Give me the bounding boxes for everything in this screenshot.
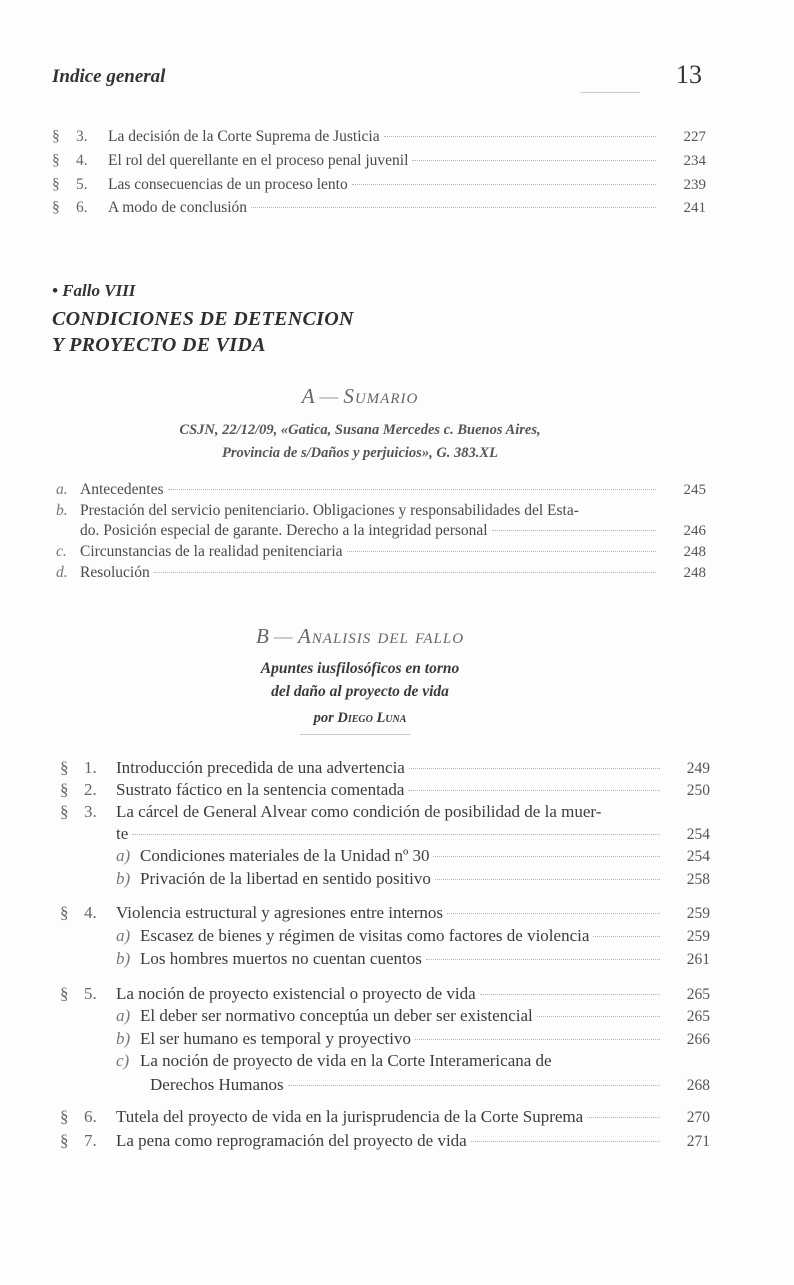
- entry-page: 245: [683, 482, 706, 498]
- entry-page: 249: [686, 760, 710, 777]
- entry-letter: d.: [56, 564, 68, 581]
- entry-page: 266: [686, 1031, 710, 1048]
- dot-leader: [154, 572, 656, 573]
- entry-number: 4.: [76, 152, 88, 169]
- entry-title: Introducción precedida de una advertencia: [116, 758, 405, 777]
- entry-title: Resolución: [80, 564, 150, 581]
- toc-entry-continuation[interactable]: [80, 522, 706, 540]
- dot-leader: [480, 994, 660, 995]
- fallo-label: • Fallo VIII: [52, 281, 136, 300]
- dot-leader: [412, 160, 656, 161]
- dot-leader: [168, 489, 657, 490]
- entry-page: 270: [686, 1109, 710, 1126]
- toc-entry[interactable]: [60, 758, 710, 778]
- entry-title: Las consecuencias de un proceso lento: [108, 176, 348, 193]
- entry-title: La noción de proyecto existencial o proyecto de vida: [116, 984, 476, 1003]
- entry-title: Prestación del servicio penitenciario. Obligaciones y responsabilidades del Esta-: [80, 502, 579, 519]
- entry-number: 5.: [84, 984, 97, 1003]
- entry-title: Violencia estructural y agresiones entre internos: [116, 903, 444, 922]
- entry-page: 254: [686, 848, 710, 865]
- dot-leader: [435, 879, 660, 880]
- fallo-title-line-1: CONDICIONES DE DETENCION: [52, 308, 354, 330]
- dot-leader: [415, 1039, 660, 1040]
- toc-entry[interactable]: [56, 543, 706, 561]
- toc-entry[interactable]: [52, 152, 706, 170]
- section-symbol: §: [60, 1107, 69, 1126]
- section-symbol: §: [52, 152, 60, 169]
- entry-page: 239: [683, 177, 706, 193]
- entry-page: 271: [686, 1133, 710, 1150]
- section-b-heading: B — Analisis del fallo: [255, 624, 465, 648]
- entry-page: 258: [686, 871, 710, 888]
- entry-letter: a): [116, 846, 131, 865]
- toc-entry[interactable]: [60, 802, 710, 822]
- toc-entry[interactable]: [60, 1107, 710, 1127]
- entry-page: 254: [686, 826, 710, 843]
- dot-leader: [132, 834, 660, 835]
- case-citation-line-1: CSJN, 22/12/09, «Gatica, Susana Mercedes c. Buenos Aires,: [179, 422, 541, 438]
- entry-title: La pena como reprogramación del proyecto de vida: [116, 1131, 467, 1150]
- author-rule: [300, 734, 410, 735]
- toc-entry[interactable]: [60, 1131, 710, 1151]
- dot-leader: [593, 936, 660, 937]
- toc-entry[interactable]: [60, 903, 710, 923]
- toc-subentry[interactable]: [116, 846, 710, 866]
- toc-subentry[interactable]: [116, 1051, 710, 1071]
- entry-number: 7.: [84, 1131, 97, 1150]
- entry-title: Condiciones materiales de la Unidad nº 30: [140, 846, 430, 865]
- entry-title: El rol del querellante en el proceso penal juvenil: [108, 152, 409, 169]
- entry-page: 268: [686, 1077, 710, 1094]
- running-title: Indice general: [52, 66, 166, 87]
- entry-page: 227: [683, 129, 706, 145]
- dot-leader: [471, 1141, 660, 1142]
- section-symbol: §: [52, 176, 60, 193]
- dot-leader: [409, 768, 660, 769]
- toc-entry[interactable]: [60, 984, 710, 1004]
- entry-letter: a.: [56, 481, 68, 498]
- fallo-title-line-2: Y PROYECTO DE VIDA: [52, 334, 266, 356]
- toc-subentry[interactable]: [116, 926, 710, 946]
- toc-entry[interactable]: [56, 564, 706, 582]
- entry-title: A modo de conclusión: [108, 199, 248, 216]
- toc-entry[interactable]: [52, 199, 706, 217]
- section-symbol: §: [60, 984, 69, 1003]
- author-name: Diego Luna: [337, 710, 407, 726]
- entry-page: 265: [686, 1008, 710, 1025]
- dot-leader: [492, 530, 656, 531]
- author-line: [60, 710, 660, 727]
- entry-letter: b): [116, 869, 131, 888]
- entry-number: 1.: [84, 758, 97, 777]
- entry-page: 250: [686, 782, 710, 799]
- entry-letter: c): [116, 1051, 130, 1070]
- dot-leader: [587, 1117, 660, 1118]
- entry-page: 234: [683, 153, 706, 169]
- toc-entry[interactable]: [56, 502, 706, 520]
- entry-title: Tutela del proyecto de vida en la jurisprudencia de la Corte Suprema: [116, 1107, 584, 1126]
- toc-subentry[interactable]: [116, 1029, 710, 1049]
- entry-title-continuation: te: [116, 824, 129, 843]
- section-name: Analisis del fallo: [297, 624, 465, 648]
- essay-title-line-1: Apuntes iusfilosóficos en torno: [260, 660, 460, 677]
- entry-title: El deber ser normativo conceptúa un deber ser existencial: [140, 1006, 533, 1025]
- section-letter: B: [255, 624, 269, 648]
- toc-subentry[interactable]: [116, 869, 710, 889]
- toc-entry[interactable]: [60, 780, 710, 800]
- toc-entry-continuation[interactable]: [116, 824, 710, 844]
- entry-letter: b.: [56, 502, 68, 519]
- dot-leader: [433, 856, 660, 857]
- entry-number: 3.: [84, 802, 97, 821]
- dot-leader: [447, 913, 660, 914]
- entry-page: 248: [683, 565, 706, 581]
- toc-entry[interactable]: [52, 128, 706, 146]
- entry-number: 5.: [76, 176, 88, 193]
- author-prefix: por: [313, 710, 334, 726]
- entry-number: 6.: [76, 199, 88, 216]
- entry-page: 265: [686, 986, 710, 1003]
- section-a-heading: A — Sumario: [301, 384, 419, 408]
- entry-letter: b): [116, 949, 131, 968]
- entry-title: El ser humano es temporal y proyectivo: [140, 1029, 411, 1048]
- entry-page: 261: [686, 951, 710, 968]
- toc-subentry[interactable]: [116, 949, 710, 969]
- entry-page: 241: [683, 200, 706, 216]
- section-symbol: §: [60, 1131, 69, 1150]
- entry-letter: b): [116, 1029, 131, 1048]
- entry-letter: c.: [56, 543, 67, 560]
- dot-leader: [426, 959, 660, 960]
- case-citation-line-2: Provincia de s/Daños y perjuicios», G. 383.XL: [222, 445, 498, 461]
- section-symbol: §: [52, 128, 60, 145]
- dot-leader: [347, 551, 656, 552]
- section-symbol: §: [60, 758, 69, 777]
- dot-leader: [537, 1016, 660, 1017]
- toc-subentry[interactable]: [116, 1006, 710, 1026]
- entry-title: Antecedentes: [80, 481, 164, 498]
- section-letter: A: [301, 384, 315, 408]
- toc-entry[interactable]: [52, 176, 706, 194]
- page-number: 13: [676, 60, 702, 89]
- entry-title: Privación de la libertad en sentido positivo: [140, 869, 431, 888]
- essay-title-line-2: del daño al proyecto de vida: [271, 683, 449, 700]
- section-symbol: §: [60, 780, 69, 799]
- entry-title: Los hombres muertos no cuentan cuentos: [140, 949, 422, 968]
- entry-title: La cárcel de General Alvear como condición de posibilidad de la muer-: [116, 802, 602, 821]
- entry-title: Circunstancias de la realidad penitenciaria: [80, 543, 343, 560]
- entry-number: 6.: [84, 1107, 97, 1126]
- dot-leader: [384, 136, 656, 137]
- entry-title: La noción de proyecto de vida en la Corte Interamericana de: [140, 1051, 552, 1070]
- entry-page: 259: [686, 905, 710, 922]
- dot-leader: [352, 184, 656, 185]
- section-symbol: §: [60, 903, 69, 922]
- entry-title: Escasez de bienes y régimen de visitas como factores de violencia: [140, 926, 590, 945]
- entry-page: 259: [686, 928, 710, 945]
- entry-letter: a): [116, 926, 131, 945]
- entry-title: La decisión de la Corte Suprema de Justicia: [108, 128, 380, 145]
- section-symbol: §: [60, 802, 69, 821]
- entry-page: 248: [683, 544, 706, 560]
- entry-title-continuation: do. Posición especial de garante. Derecho a la integridad personal: [80, 522, 488, 539]
- dot-leader: [408, 790, 660, 791]
- toc-entry-continuation[interactable]: [150, 1075, 710, 1095]
- entry-title: Sustrato fáctico en la sentencia comentada: [116, 780, 405, 799]
- dot-leader: [251, 207, 656, 208]
- entry-number: 3.: [76, 128, 88, 145]
- header-rule: [580, 92, 640, 93]
- entry-title-continuation: Derechos Humanos: [150, 1075, 284, 1094]
- entry-number: 2.: [84, 780, 97, 799]
- dot-leader: [288, 1085, 660, 1086]
- section-symbol: §: [52, 199, 60, 216]
- entry-number: 4.: [84, 903, 97, 922]
- entry-page: 246: [683, 523, 706, 539]
- entry-letter: a): [116, 1006, 131, 1025]
- section-name: Sumario: [343, 384, 419, 408]
- toc-entry[interactable]: [56, 481, 706, 499]
